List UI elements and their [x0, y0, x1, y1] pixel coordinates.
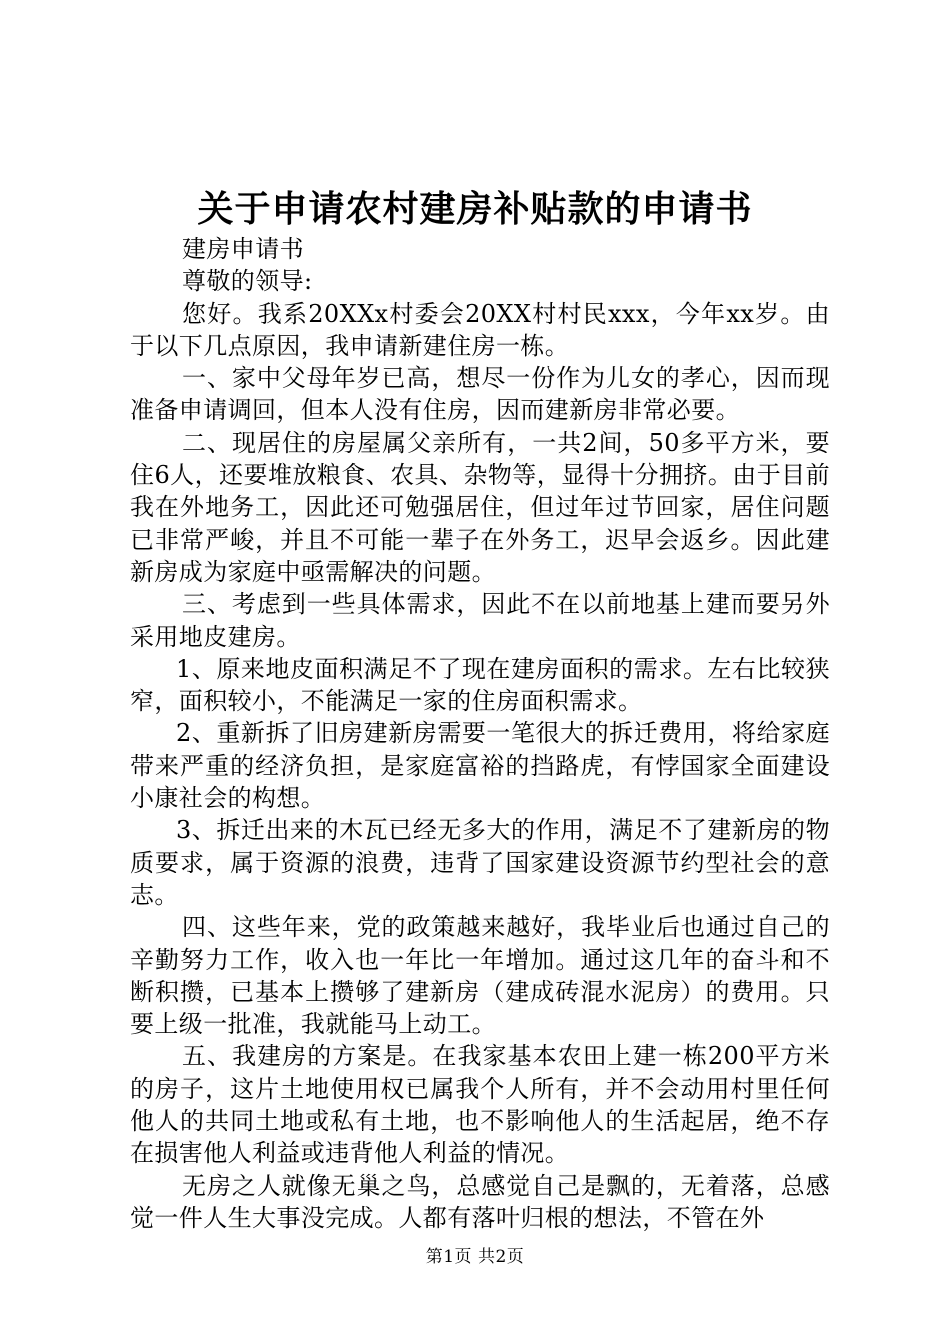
paragraph-closing: 无房之人就像无巢之鸟，总感觉自己是飘的，无着落，总感觉一件人生大事没完成。人都有落叶归根的想法，不管在外 [130, 1171, 830, 1232]
paragraph-subpoint-3: 3、拆迁出来的木瓦已经无多大的作用，满足不了建新房的物质要求，属于资源的浪费，违背了国家建设资源节约型社会的意志。 [130, 816, 830, 909]
paragraph-heading: 建房申请书 [182, 235, 304, 263]
paragraph-subpoint-2: 2、重新拆了旧房建新房需要一笔很大的拆迁费用，将给家庭带来严重的经济负担，是家庭富裕的挡路虎，有悖国家全面建设小康社会的构想。 [130, 719, 830, 813]
document-body [130, 233, 830, 1234]
paragraph-salutation: 尊敬的领导: [182, 267, 313, 296]
document-title: 关于申请农村建房补贴款的申请书 [197, 189, 753, 230]
paragraph-reason-1: 一、家中父母年岁已高，想尽一份作为儿女的孝心，因而现准备申请调回，但本人没有住房，因而建新房非常必要。 [130, 364, 830, 425]
paragraph-reason-4: 四、这些年来，党的政策越来越好，我毕业后也通过自己的辛勤努力工作，收入也一年比一年增加。通过这几年的奋斗和不断积攒，已基本上攒够了建新房（建成砖混水泥房）的费用。只要上级一批准，我就能马上动工。 [130, 913, 830, 1039]
paragraph-subpoint-1: 1、原来地皮面积满足不了现在建房面积的需求。左右比较狭窄，面积较小，不能满足一家的住房面积需求。 [130, 654, 830, 716]
paragraph-reason-2: 二、现居住的房屋属父亲所有，一共2间，50多平方米，要住6人，还要堆放粮食、农具、杂物等，显得十分拥挤。由于目前我在外地务工，因此还可勉强居住，但过年过节回家，居住问题已非常严峻，并且不可能一辈子在外务工，迟早会返乡。因此建新房成为家庭中亟需解决的问题。 [130, 428, 830, 586]
page-footer: 第1页 共2页 [425, 1247, 525, 1267]
paragraph-reason-5: 五、我建房的方案是。在我家基本农田上建一栋200平方米的房子，这片土地使用权已属我个人所有，并不会动用村里任何他人的共同土地或私有土地，也不影响他人的生活起居，绝不存在损害他人利益或违背他人利益的情况。 [130, 1042, 830, 1168]
paragraph-reason-3: 三、考虑到一些具体需求，因此不在以前地基上建而要另外采用地皮建房。 [130, 590, 830, 651]
paragraph-greeting: 您好。我系20XXx村委会20XX村村民xxx，今年xx岁。由于以下几点原因，我申请新建住房一栋。 [130, 299, 830, 360]
